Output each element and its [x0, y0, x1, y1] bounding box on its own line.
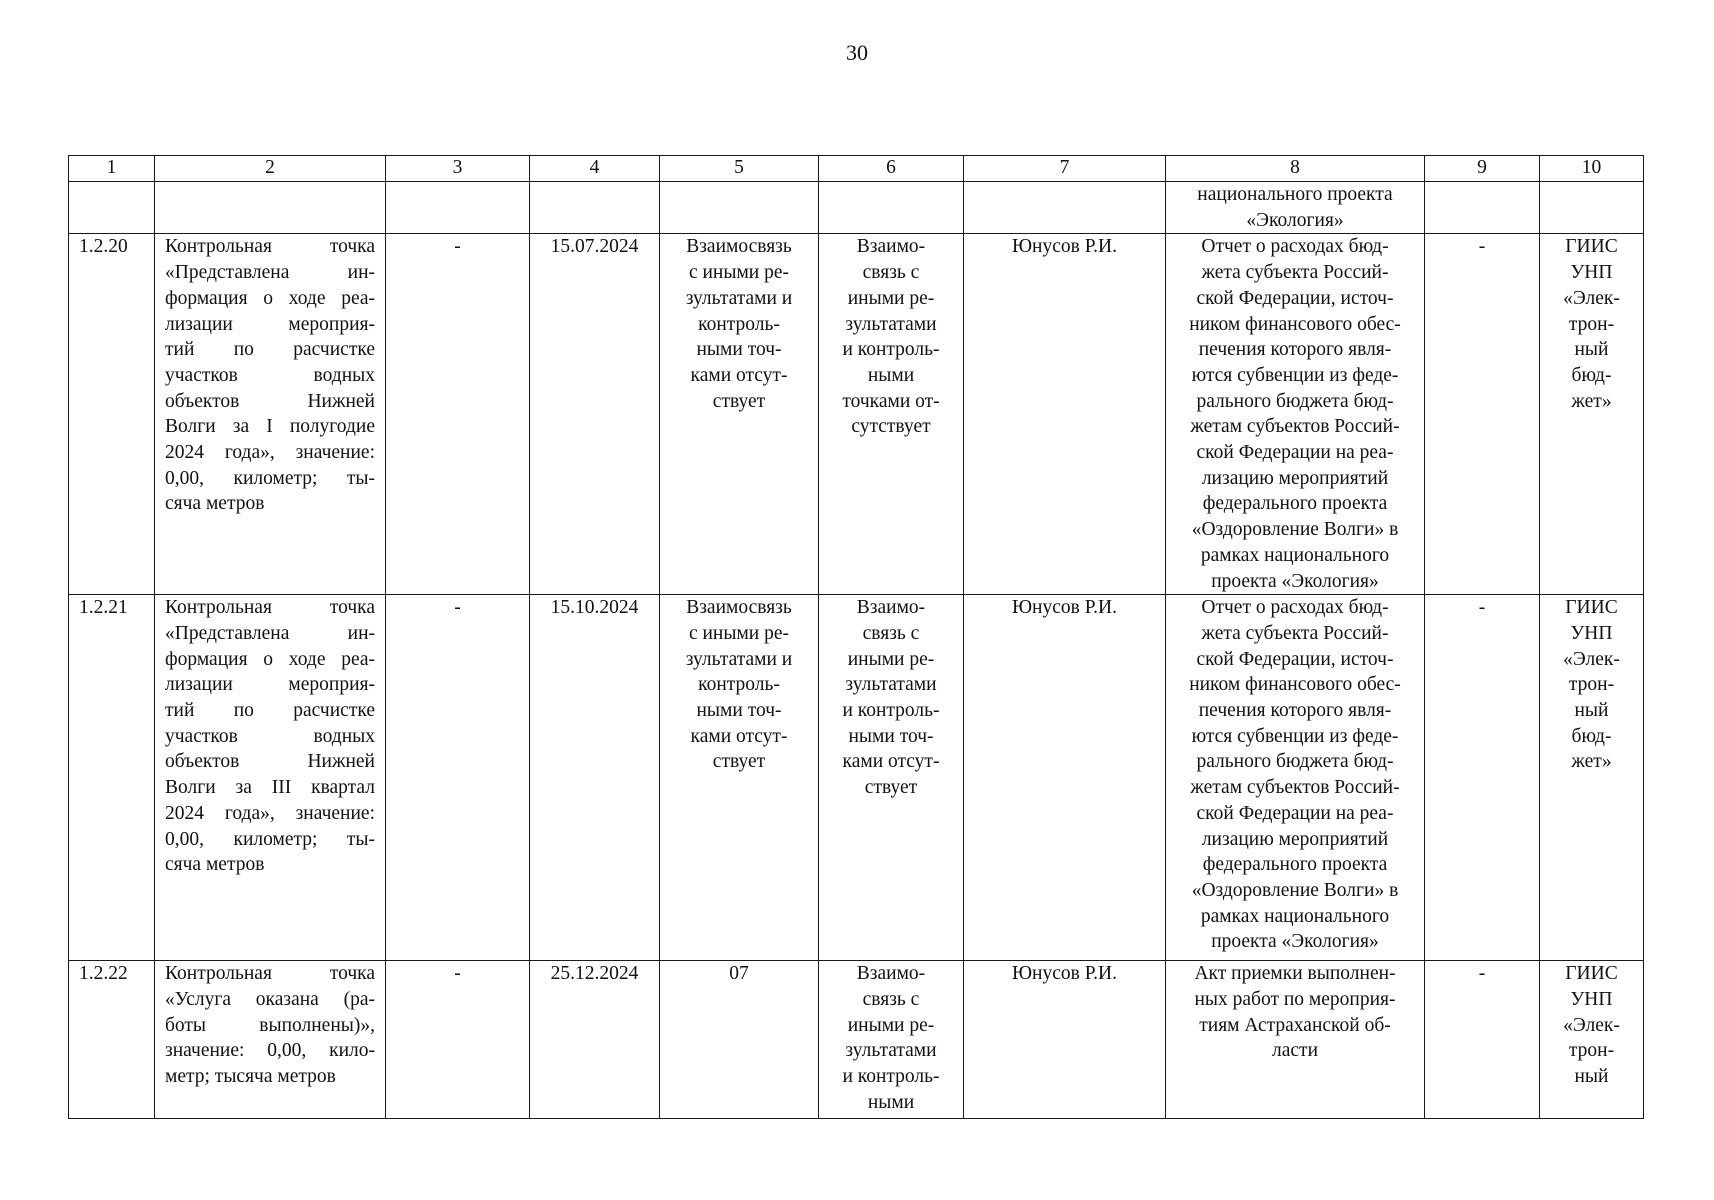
text-line: проекта «Экология» [1211, 931, 1379, 953]
text-line: Отчет о расходах бюд- [1201, 236, 1389, 258]
text-line: ГИИС [1565, 236, 1618, 258]
text-line: Взаимосвязь [686, 597, 792, 619]
text-line: «Представлена ин- [165, 622, 375, 644]
text-line: иными ре- [847, 287, 935, 309]
text-line: жета субъекта Россий- [1201, 262, 1389, 284]
text-line: ником финансового обес- [1189, 313, 1401, 335]
empty-cell [386, 182, 530, 234]
text-line: жета субъекта Россий- [1201, 622, 1389, 644]
text-line: боты выполнены)», [165, 1014, 375, 1036]
system-cell [1540, 595, 1644, 961]
text-line: УНП [1570, 622, 1613, 644]
system-cell [1540, 234, 1644, 595]
text-line: участков водных [165, 725, 375, 747]
column-number: 2 [155, 156, 386, 182]
column-number: 5 [660, 156, 819, 182]
text-line: лизации мероприя- [165, 674, 375, 696]
column-number: 6 [819, 156, 964, 182]
system-cell [1540, 961, 1644, 1119]
relation-cell [819, 234, 964, 595]
column-number: 3 [386, 156, 530, 182]
text-line: Взаимо- [856, 597, 926, 619]
predecessor-cell: - [386, 595, 530, 961]
text-line: ными [867, 364, 915, 386]
text-line: ными точ- [696, 700, 782, 722]
text-line: Контрольная точка [165, 597, 375, 619]
empty-cell [69, 182, 155, 234]
text-line: Волги за III квартал [165, 777, 375, 799]
text-line: ными точ- [696, 339, 782, 361]
text-line: лизации мероприя- [165, 313, 375, 335]
text-line: «Элек- [1563, 1014, 1620, 1036]
text-line: ласти [1272, 1040, 1318, 1062]
plan-table [68, 155, 1644, 1119]
text-line: тиям Астраханской об- [1199, 1014, 1391, 1036]
text-line: ГИИС [1565, 597, 1618, 619]
text-line: печения которого явля- [1198, 339, 1392, 361]
text-line: жет» [1571, 390, 1612, 412]
indicator-cell: - [1425, 234, 1540, 595]
text-line: бюд- [1571, 364, 1612, 386]
text-line: объектов Нижней [165, 390, 375, 412]
control-point-cell [155, 595, 386, 961]
text-line: рамках национального [1200, 544, 1390, 566]
text-line: связь с [862, 988, 920, 1010]
text-line: Контрольная точка [165, 236, 375, 258]
date-cell: 15.10.2024 [530, 595, 660, 961]
text-line: рального бюджета бюд- [1196, 751, 1394, 773]
item-number: 1.2.22 [69, 961, 155, 1119]
text-line: ГИИС [1565, 963, 1618, 985]
text-line: жет» [1571, 751, 1612, 773]
text-line: участков водных [165, 364, 375, 386]
text-line: ником финансового обес- [1189, 674, 1401, 696]
text-line: федерального проекта [1202, 854, 1388, 876]
document-cell [1166, 234, 1425, 595]
text-line: ками отсут- [842, 751, 940, 773]
control-point-cell [155, 961, 386, 1119]
text-line: Контрольная точка [165, 963, 375, 985]
indicator-cell: - [1425, 961, 1540, 1119]
empty-cell [1540, 182, 1644, 234]
text-line: бюд- [1571, 725, 1612, 747]
text-line: 07 [729, 963, 749, 985]
type-cell [660, 595, 819, 961]
text-line: Акт приемки выполнен- [1194, 963, 1396, 985]
document-cell [1166, 595, 1425, 961]
text-line: «Услуга оказана (ра- [165, 988, 375, 1010]
text-line: «Элек- [1563, 287, 1620, 309]
text-line: «Элек- [1563, 648, 1620, 670]
text-line: ской Федерации на реа- [1196, 442, 1394, 464]
text-line: «Оздоровление Волги» в [1191, 519, 1399, 541]
text-line: ствует [864, 777, 918, 799]
text-line: значение: 0,00, кило- [165, 1040, 375, 1062]
text-line: контроль- [698, 313, 780, 335]
column-number: 1 [69, 156, 155, 182]
table-row [69, 961, 1644, 1119]
text-line: ются субвенции из феде- [1191, 364, 1399, 386]
type-cell [660, 234, 819, 595]
column-number: 8 [1166, 156, 1425, 182]
text-line: ный [1574, 339, 1609, 361]
text-line: ками отсут- [690, 364, 788, 386]
text-line: зультатами и [685, 648, 793, 670]
text-line: «Экология» [1246, 209, 1344, 231]
text-line: ками отсут- [690, 725, 788, 747]
text-line: 2024 года», значение: [165, 442, 375, 464]
control-point-cell [155, 234, 386, 595]
text-line: зультатами [845, 674, 937, 696]
text-line: жетам субъектов Россий- [1190, 777, 1400, 799]
text-line: зультатами и [685, 287, 793, 309]
responsible-cell: Юнусов Р.И. [964, 595, 1166, 961]
text-line: 2024 года», значение: [165, 802, 375, 824]
text-line: формация о ходе реа- [165, 287, 375, 309]
text-line: УНП [1570, 988, 1613, 1010]
text-line: рального бюджета бюд- [1196, 390, 1394, 412]
column-number: 4 [530, 156, 660, 182]
text-line: с иными ре- [688, 262, 790, 284]
text-line: точками от- [842, 390, 940, 412]
text-line: и контроль- [842, 1066, 940, 1088]
indicator-cell: - [1425, 595, 1540, 961]
text-line: ской Федерации, источ- [1196, 287, 1394, 309]
text-line: трон- [1568, 674, 1615, 696]
text-line: Волги за I полугодие [165, 416, 375, 438]
text-line: печения которого явля- [1198, 700, 1392, 722]
column-number-row [69, 156, 1644, 182]
responsible-cell: Юнусов Р.И. [964, 234, 1166, 595]
text-line: трон- [1568, 313, 1615, 335]
text-line: метр; тысяча метров [165, 1066, 336, 1088]
relation-cell [819, 595, 964, 961]
text-line: иными ре- [847, 1014, 935, 1036]
text-line: тий по расчистке [165, 339, 375, 361]
text-line: «Оздоровление Волги» в [1191, 879, 1399, 901]
table-row [69, 234, 1644, 595]
text-line: 0,00, километр; ты- [165, 828, 375, 850]
text-line: «Представлена ин- [165, 262, 375, 284]
text-line: лизацию мероприятий [1201, 467, 1389, 489]
text-line: 0,00, километр; ты- [165, 467, 375, 489]
text-line: проекта «Экология» [1211, 570, 1379, 592]
text-line: федерального проекта [1202, 493, 1388, 515]
text-line: ными точ- [848, 725, 934, 747]
item-number: 1.2.21 [69, 595, 155, 961]
continuation-row [69, 182, 1644, 234]
empty-cell [964, 182, 1166, 234]
empty-cell [155, 182, 386, 234]
document-cell [1166, 961, 1425, 1119]
text-line: ный [1574, 700, 1609, 722]
text-line: иными ре- [847, 648, 935, 670]
text-line: контроль- [698, 674, 780, 696]
text-line: ствует [712, 390, 766, 412]
predecessor-cell: - [386, 234, 530, 595]
predecessor-cell: - [386, 961, 530, 1119]
column-number: 9 [1425, 156, 1540, 182]
text-line: и контроль- [842, 339, 940, 361]
empty-cell [530, 182, 660, 234]
text-line: связь с [862, 262, 920, 284]
text-line: трон- [1568, 1040, 1615, 1062]
text-line: ются субвенции из феде- [1191, 725, 1399, 747]
responsible-cell: Юнусов Р.И. [964, 961, 1166, 1119]
text-line: УНП [1570, 262, 1613, 284]
relation-cell [819, 961, 964, 1119]
text-line: Взаимосвязь [686, 236, 792, 258]
document-cell [1166, 182, 1425, 234]
text-line: зультатами [845, 1040, 937, 1062]
item-number: 1.2.20 [69, 234, 155, 595]
text-line: сяча метров [165, 493, 265, 515]
text-line: сутствует [851, 416, 931, 438]
text-line: ской Федерации на реа- [1196, 802, 1394, 824]
text-line: связь с [862, 622, 920, 644]
text-line: Взаимо- [856, 963, 926, 985]
text-line: лизацию мероприятий [1201, 828, 1389, 850]
type-cell [660, 961, 819, 1119]
empty-cell [660, 182, 819, 234]
column-number: 10 [1540, 156, 1644, 182]
text-line: рамках национального [1200, 905, 1390, 927]
table-row [69, 595, 1644, 961]
date-cell: 15.07.2024 [530, 234, 660, 595]
text-line: Отчет о расходах бюд- [1201, 597, 1389, 619]
text-line: ный [1574, 1066, 1609, 1088]
date-cell: 25.12.2024 [530, 961, 660, 1119]
text-line: тий по расчистке [165, 700, 375, 722]
text-line: жетам субъектов Россий- [1190, 416, 1400, 438]
text-line: сяча метров [165, 854, 265, 876]
text-line: формация о ходе реа- [165, 648, 375, 670]
text-line: объектов Нижней [165, 751, 375, 773]
text-line: ской Федерации, источ- [1196, 648, 1394, 670]
page-number: 30 [846, 40, 868, 65]
text-line: зультатами [845, 313, 937, 335]
text-line: Взаимо- [856, 236, 926, 258]
empty-cell [819, 182, 964, 234]
text-line: ными [867, 1091, 915, 1113]
text-line: ных работ по мероприя- [1194, 988, 1396, 1010]
empty-cell [1425, 182, 1540, 234]
text-line: и контроль- [842, 700, 940, 722]
text-line: национального проекта [1197, 184, 1393, 205]
text-line: ствует [712, 751, 766, 773]
text-line: с иными ре- [688, 622, 790, 644]
column-number: 7 [964, 156, 1166, 182]
